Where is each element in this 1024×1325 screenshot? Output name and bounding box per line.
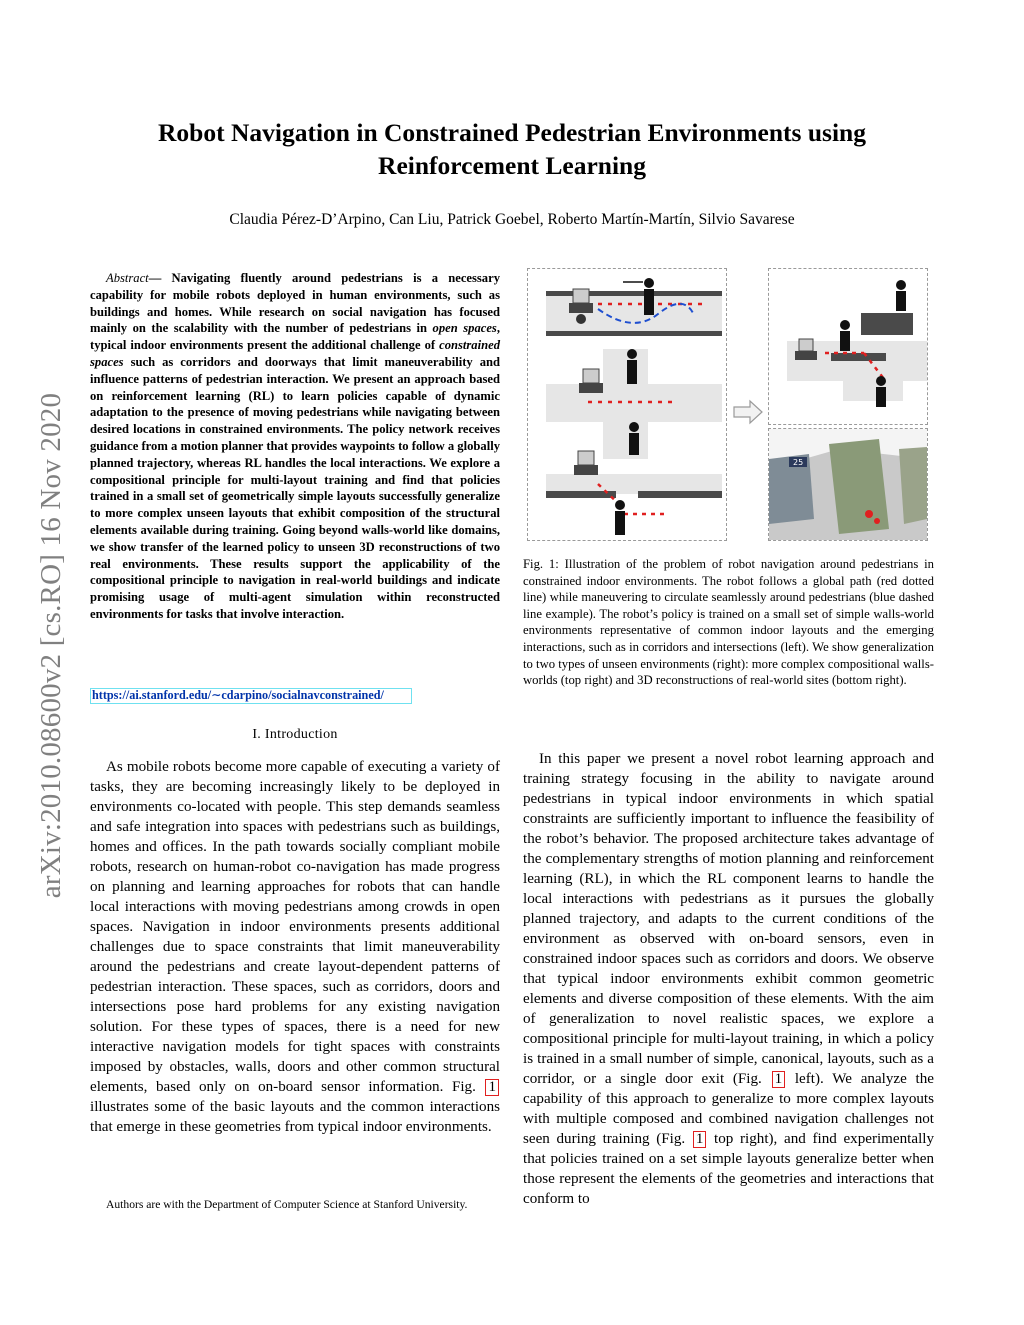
intro-right-text-a: In this paper we present a novel robot learning approach and training strategy focusing in the ability to navigate around pedestrians in typical indoor environments in which spatial constraints are sufficiently important to influence the feasibility of the robot’s behavior. The proposed architecture takes advantage of the complementary strengths of motion planning and reinforcement learning (RL), in which the RL component learns to handle the local interactions with pedestrians as it pursues the globally planned trajectory, and adapts to the current conditions of the environment as observed with on-board sensors, even in constrained indoor spaces such as corridors and doors. We observe that typical indoor environments exhibit common geometric elements and diverse composition of these elements. With the aim of generalization to novel realistic spaces, we explore a compositional principle for multi-layout training, in which a policy is trained in a small number of simple, canonical, layouts, such as a corridor, or a single door exit (Fig. <box>523 751 934 1087</box>
store-shelf <box>829 439 889 534</box>
corridor-wall-top <box>546 291 722 296</box>
path-marker <box>865 510 873 518</box>
store-sign-text: 25 <box>793 458 804 467</box>
figure-panel-3d-reconstruction <box>768 428 928 541</box>
arxiv-identifier: arXiv:2010.08600v2 [cs.RO] 16 Nov 2020 <box>35 392 68 898</box>
intro-right-text-c: top right), and find experimentally that policies trained on a set simple layouts generalize better when those represent the elements of the geometries and interactions that conform to <box>523 1131 934 1207</box>
author-affiliation-footnote: Authors are with the Department of Computer Science at Stanford University. <box>106 1198 468 1211</box>
abstract-text-2: , typical indoor environments present the additional challenge of <box>90 321 500 353</box>
door-wall-right <box>638 491 722 498</box>
figure-panel-training-layouts <box>527 268 727 541</box>
arxiv-side-stamp <box>27 345 77 945</box>
author-list: Claudia Pérez-D’Arpino, Can Liu, Patrick Goebel, Roberto Martín-Martín, Silvio Savarese <box>229 211 795 228</box>
abstract-emphasis-constrained-spaces: constrained spaces <box>90 338 500 369</box>
abstract-dash: — <box>148 271 172 285</box>
transfer-arrow-icon <box>733 399 763 425</box>
intro-right-text-b: left). We analyze the capability of this approach to generalize to more complex layouts with multiple composed and combined navigation challenges not seen during training (Fig. <box>523 1071 934 1147</box>
intro-paragraph-right <box>523 749 934 1209</box>
complex-layout-illustration <box>769 269 927 424</box>
intersection-floor-horizontal <box>546 384 722 422</box>
corridor-floor <box>546 291 722 336</box>
title-line-1: Robot Navigation in Constrained Pedestrian Environments using <box>158 118 866 147</box>
figure-ref-link-2[interactable]: 1 <box>772 1071 786 1088</box>
abstract <box>90 270 500 623</box>
section-heading-introduction: I. Introduction <box>252 727 338 742</box>
intro-left-text-a: As mobile robots become more capable of executing a variety of tasks, they are becoming increasingly likely to be deployed in environments co-located with people. This step demands seamless and safe integration into spaces with pedestrians such as buildings, homes and offices. In the path towards socially compliant mobile robots, research on human-robot co-navigation has made progress on planning and learning approaches for robots that can handle local interactions with moving pedestrians among crowds in open spaces. Navigation in indoor environments presents additional challenges due to space constraints that limit maneuverability around the pedestrians and create layout-dependent patterns of pedestrian interaction. These spaces, such as corridors, doors and intersections pose hard problems for any existing navigation solution. For these types of spaces, there is a need for new interactive navigation models for tight spaces with constraints imposed by obstacles, walls, doors and other common structural elements, based only on on-board sensor information. Fig. <box>90 759 500 1095</box>
abstract-text-3: such as corridors and doorways that limit maneuverability and influence patterns of pedestrian interaction. We present an approach based on reinforcement learning (RL) to learn policies capable of dynamic adaptation to the presence of moving pedestrians while navigating between desired locations in constrained environments. The policy network receives guidance from a motion planner that provides waypoints to follow a globally planned trajectory, whereas RL handles the local interactions. We explore a compositional principle for multi-layout training and find that policies trained in a small set of geometrically simple layouts successfully generalize to more complex unseen layouts that exhibit composition of the structural elements available during training. Going beyond walls-world like domains, we show transfer of the learned policy to unseen 3D reconstructions of two real environments. These results support the applicability of the compositional principle to navigation in real-world buildings and indicate promising usage of multi-agent simulation within reconstructed environments for tasks that involve interaction. <box>90 354 500 621</box>
figure-ref-link[interactable]: 1 <box>485 1079 499 1096</box>
abstract-lead: Abstract <box>106 271 149 285</box>
corridor-wall-bottom <box>546 331 722 336</box>
abstract-emphasis-open-spaces: open spaces <box>432 321 497 336</box>
reconstruction-illustration <box>769 429 927 540</box>
figure-ref-link-3[interactable]: 1 <box>693 1131 707 1148</box>
paper-title <box>90 116 934 182</box>
wall-block <box>861 313 913 335</box>
intro-paragraph-left <box>90 757 500 1137</box>
project-url-link[interactable]: https://ai.stanford.edu/∼cdarpino/socialnavconstrained/ <box>90 688 412 704</box>
figure-panel-complex-layout <box>768 268 928 425</box>
intro-left-text-b: illustrates some of the basic layouts and the common interactions that emerge in these geometries from typical indoor environments. <box>90 1099 500 1135</box>
title-line-2: Reinforcement Learning <box>378 151 646 180</box>
abstract-text-1: Navigating fluently around pedestrians is a necessary capability for mobile robots deployed in human environments, such as buildings and homes. While research on social navigation has focused mainly on the scalability with the number of pedestrians in <box>90 271 500 336</box>
pedestrian-icon-3 <box>615 500 625 535</box>
wall-bar <box>831 353 886 361</box>
robot-icon-2 <box>579 369 603 393</box>
figure-caption: Fig. 1: Illustration of the problem of robot navigation around pedestrians in constrained indoor environments. The robot follows a global path (red dotted line) while maneuvering to circulate seamlessly around pedestrians (blue dashed line example). The robot’s policy is trained on a small set of simple walls-world environments representative of common indoor layouts and the emerging interactions, such as in corridors and intersections (left). We show generalization to two types of unseen environments (right): more complex compositional walls-worlds (top right) and 3D reconstructions of real-world sites (bottom right). <box>523 557 934 688</box>
robot-icon-3 <box>574 451 598 475</box>
training-layouts-illustration <box>528 269 726 540</box>
pedestrian-icon <box>644 278 654 315</box>
